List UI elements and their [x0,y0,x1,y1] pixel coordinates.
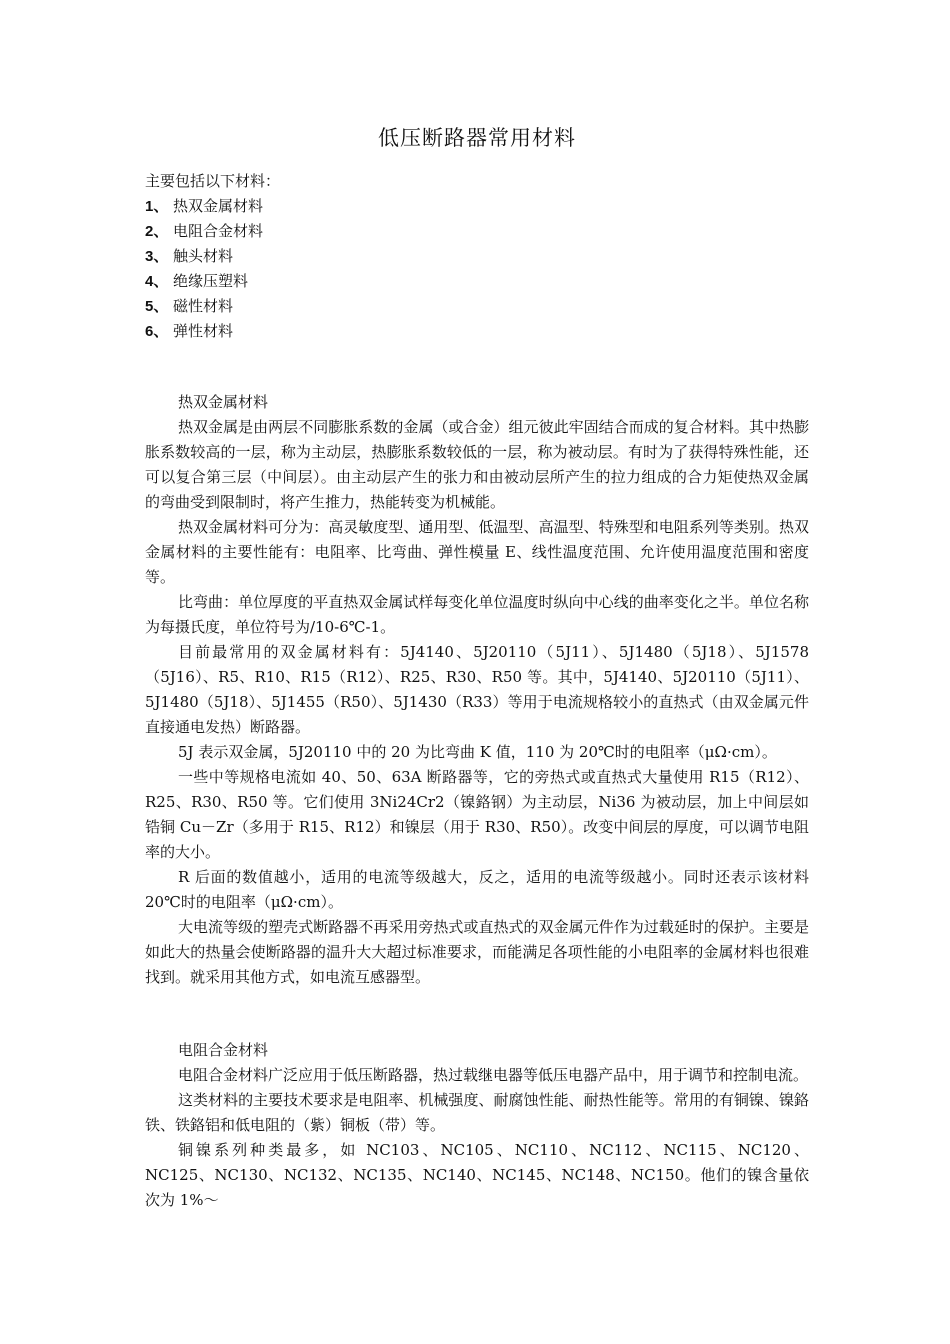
list-number: 5、 [145,298,169,315]
list-number: 4、 [145,273,169,290]
paragraph: 目前最常用的双金属材料有：5J4140、5J20110（5J11）、5J1480（5J18）、5J1578（5J16）、R5、R10、R15（R12）、R25、R30、R50 等。其中，5J4140、5J20110（5J11）、5J1480（5J18）、5J1455（R50）、5J1430（R33）等用于电流规格较小的直热式（由双金属元件直接通电发热）断路器。 [145,643,809,736]
list-heading: 主要包括以下材料： [145,172,281,190]
paragraph: 5J 表示双金属，5J20110 中的 20 为比弯曲 K 值，110 为 20℃时的电阻率（μΩ·cm）。 [178,743,777,761]
list-label: 电阻合金材料 [173,222,264,240]
paragraph: 热双金属材料可分为：高灵敏度型、通用型、低温型、高温型、特殊型和电阻系列等类别。热双金属材料的主要性能有：电阻率、比弯曲、弹性模量 E、线性温度范围、允许使用温度范围和密度等。 [145,518,809,586]
section-title: 电阻合金材料 [178,1041,269,1059]
list-label: 绝缘压塑料 [173,272,249,290]
paragraph: 一些中等规格电流如 40、50、63A 断路器等，它的旁热式或直热式大量使用 R15（R12）、R25、R30、R50 等。它们使用 3Ni24Cr2（镍鉻钢）为主动层，Ni36 为被动层，加上中间层如锆铜 Cu－Zr（多用于 R15、R12）和镍层（用于 R30、R50）。改变中间层的厚度，可以调节电阻率的大小。 [145,768,809,861]
list-number: 1、 [145,198,169,215]
list-label: 弹性材料 [173,322,234,340]
section-resistance-alloy [145,1038,809,1213]
list-item [145,219,280,244]
list-label: 触头材料 [173,247,234,265]
list-label: 磁性材料 [173,297,234,315]
list-item [145,194,280,219]
list-number: 6、 [145,323,169,340]
paragraph: 热双金属是由两层不同膨胀系数的金属（或合金）组元彼此牢固结合而成的复合材料。其中热膨胀系数较高的一层，称为主动层，热膨胀系数较低的一层，称为被动层。有时为了获得特殊性能，还可以复合第三层（中间层）。由主动层产生的张力和由被动层所产生的拉力组成的合力矩使热双金属的弯曲受到限制时，将产生推力，热能转变为机械能。 [145,418,809,511]
list-item [145,269,280,294]
materials-list [145,169,280,344]
paragraph: 大电流等级的塑壳式断路器不再采用旁热式或直热式的双金属元件作为过载延时的保护。主要是如此大的热量会使断路器的温升大大超过标准要求，而能满足各项性能的小电阻率的金属材料也很难找到。就采用其他方式，如电流互感器型。 [145,918,809,986]
list-item [145,244,280,269]
document-title: 低压断路器常用材料 [378,126,576,150]
paragraph: 铜镍系列种类最多，如 NC103、NC105、NC110、NC112、NC115、NC120、NC125、NC130、NC132、NC135、NC140、NC145、NC148、NC150。他们的镍含量依次为 1%～ [145,1141,809,1209]
list-item [145,294,280,319]
section-thermal-bimetal [145,390,809,990]
paragraph: 比弯曲：单位厚度的平直热双金属试样每变化单位温度时纵向中心线的曲率变化之半。单位名称为每摄氏度，单位符号为/10-6℃-1。 [145,593,809,636]
list-number: 2、 [145,223,169,240]
list-number: 3、 [145,248,169,265]
list-item [145,319,280,344]
section-title: 热双金属材料 [178,393,269,411]
paragraph: 这类材料的主要技术要求是电阻率、机械强度、耐腐蚀性能、耐热性能等。常用的有铜镍、镍鉻铁、铁鉻铝和低电阻的（紫）铜板（带）等。 [145,1091,809,1134]
paragraph: R 后面的数值越小，适用的电流等级越大，反之，适用的电流等级越小。同时还表示该材料 20℃时的电阻率（μΩ·cm）。 [145,868,809,911]
paragraph: 电阻合金材料广泛应用于低压断路器，热过载继电器等低压电器产品中，用于调节和控制电流。 [178,1066,809,1084]
list-label: 热双金属材料 [173,197,264,215]
